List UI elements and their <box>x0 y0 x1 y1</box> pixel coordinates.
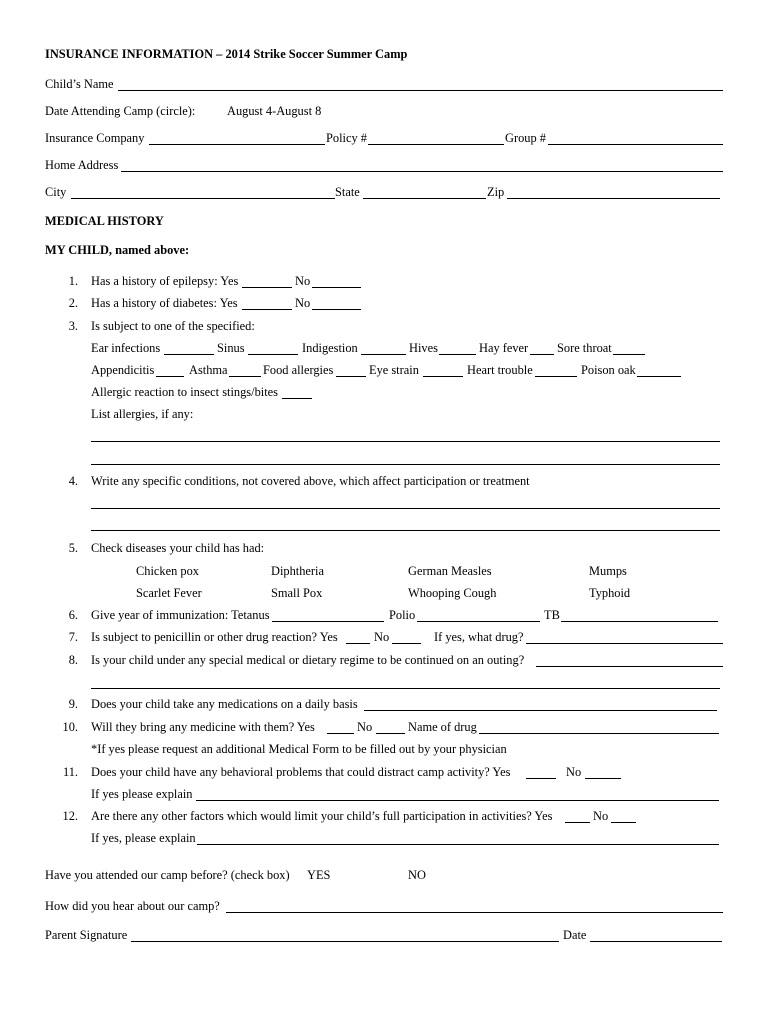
condition-sinus: Sinus <box>217 341 245 355</box>
q10-no-field[interactable] <box>376 733 405 734</box>
attended-no-checkbox[interactable]: NO <box>408 868 426 882</box>
q2-number: 2. <box>68 296 78 310</box>
q6-text: Give year of immunization: Tetanus <box>91 608 270 622</box>
date-option[interactable]: August 4-August 8 <box>227 104 322 118</box>
polio-field[interactable] <box>417 621 540 622</box>
disease-german-measles[interactable]: German Measles <box>408 564 492 578</box>
q7-yes-field[interactable] <box>346 643 370 644</box>
q4-text: Write any specific conditions, not covered above, which affect participation or treatment <box>91 474 530 488</box>
q12-explain-label: If yes, please explain <box>91 831 196 845</box>
child-name-label: Child’s Name <box>45 77 114 91</box>
page-title: INSURANCE INFORMATION – 2014 Strike Soccer Summer Camp <box>45 47 408 61</box>
q8-field[interactable] <box>536 666 723 667</box>
hear-about-field[interactable] <box>226 912 723 913</box>
tetanus-field[interactable] <box>272 621 384 622</box>
q12-no-label: No <box>593 809 609 823</box>
disease-small-pox[interactable]: Small Pox <box>271 586 323 600</box>
disease-scarlet-fever[interactable]: Scarlet Fever <box>136 586 202 600</box>
q12-number: 12. <box>62 809 78 823</box>
q4-number: 4. <box>68 474 78 488</box>
condition-appendicitis: Appendicitis <box>91 363 155 377</box>
attended-yes-checkbox[interactable]: YES <box>307 868 331 882</box>
q1-no-label: No <box>295 274 311 288</box>
state-field[interactable] <box>363 198 486 199</box>
condition-sore-throat: Sore throat <box>557 341 612 355</box>
insect-stings-label: Allergic reaction to insect stings/bites <box>91 385 278 399</box>
heart-trouble-field[interactable] <box>535 376 577 377</box>
q2-no-field[interactable] <box>312 309 361 310</box>
attended-before-label: Have you attended our camp before? (check box) <box>45 868 290 882</box>
disease-whooping-cough[interactable]: Whooping Cough <box>408 586 497 600</box>
condition-indigestion: Indigestion <box>302 341 358 355</box>
q1-text: Has a history of epilepsy: Yes <box>91 274 239 288</box>
q8-text: Is your child under any special medical or dietary regime to be continued on an outing? <box>91 653 525 667</box>
allergies-line-2[interactable] <box>91 464 720 465</box>
q11-no-label: No <box>566 765 582 779</box>
q1-yes-field[interactable] <box>242 287 292 288</box>
q5-text: Check diseases your child has had: <box>91 541 265 555</box>
indigestion-field[interactable] <box>361 354 406 355</box>
state-label: State <box>335 185 360 199</box>
allergies-line-1[interactable] <box>91 441 720 442</box>
q10-yes-field[interactable] <box>327 733 354 734</box>
condition-hives: Hives <box>409 341 438 355</box>
zip-label: Zip <box>487 185 505 199</box>
policy-field[interactable] <box>368 144 504 145</box>
polio-label: Polio <box>389 608 416 622</box>
sore-throat-field[interactable] <box>613 354 645 355</box>
zip-field[interactable] <box>507 198 720 199</box>
q11-explain-field[interactable] <box>196 800 719 801</box>
sinus-field[interactable] <box>248 354 298 355</box>
parent-signature-field[interactable] <box>131 941 559 942</box>
home-address-field[interactable] <box>121 171 723 172</box>
q10-drug-field[interactable] <box>479 733 719 734</box>
q7-drug-label: If yes, what drug? <box>434 630 524 644</box>
insurance-company-label: Insurance Company <box>45 131 145 145</box>
q11-number: 11. <box>62 765 78 779</box>
date-attending-label: Date Attending Camp (circle): <box>45 104 196 118</box>
parent-signature-label: Parent Signature <box>45 928 128 942</box>
condition-asthma: Asthma <box>189 363 228 377</box>
condition-heart-trouble: Heart trouble <box>467 363 533 377</box>
eye-strain-field[interactable] <box>423 376 463 377</box>
q12-no-field[interactable] <box>611 822 636 823</box>
q7-drug-field[interactable] <box>526 643 723 644</box>
q7-number: 7. <box>68 630 78 644</box>
food-allergies-field[interactable] <box>336 376 366 377</box>
q9-number: 9. <box>68 697 78 711</box>
q2-no-label: No <box>295 296 311 310</box>
condition-eye-strain: Eye strain <box>369 363 419 377</box>
q11-text: Does your child have any behavioral problems that could distract camp activity? Yes <box>91 765 511 779</box>
q1-no-field[interactable] <box>312 287 361 288</box>
ear-infections-field[interactable] <box>164 354 214 355</box>
conditions-line-1[interactable] <box>91 508 720 509</box>
group-field[interactable] <box>548 144 723 145</box>
asthma-field[interactable] <box>229 376 261 377</box>
q9-text: Does your child take any medications on a daily basis <box>91 697 358 711</box>
insurance-company-field[interactable] <box>149 144 325 145</box>
hear-about-label: How did you hear about our camp? <box>45 899 220 913</box>
q12-yes-field[interactable] <box>565 822 590 823</box>
q10-no-label: No <box>357 720 373 734</box>
list-allergies-label: List allergies, if any: <box>91 407 194 421</box>
q3-number: 3. <box>68 319 78 333</box>
home-address-label: Home Address <box>45 158 119 172</box>
q10-text: Will they bring any medicine with them? Yes <box>91 720 315 734</box>
hives-field[interactable] <box>439 354 476 355</box>
q11-no-field[interactable] <box>585 778 621 779</box>
date-label: Date <box>563 928 587 942</box>
q2-text: Has a history of diabetes: Yes <box>91 296 238 310</box>
poison-oak-field[interactable] <box>637 376 681 377</box>
q7-no-label: No <box>374 630 390 644</box>
tb-field[interactable] <box>561 621 718 622</box>
q5-number: 5. <box>68 541 78 555</box>
q10-number: 10. <box>62 720 78 734</box>
date-field[interactable] <box>590 941 722 942</box>
q12-explain-field[interactable] <box>197 844 719 845</box>
disease-mumps[interactable]: Mumps <box>589 564 627 578</box>
q8-number: 8. <box>68 653 78 667</box>
q11-explain-label: If yes please explain <box>91 787 193 801</box>
condition-hay-fever: Hay fever <box>479 341 529 355</box>
city-label: City <box>45 185 67 199</box>
my-child-heading: MY CHILD, named above: <box>45 243 190 257</box>
q3-text: Is subject to one of the specified: <box>91 319 255 333</box>
disease-diphtheria[interactable]: Diphtheria <box>271 564 324 578</box>
appendicitis-field[interactable] <box>156 376 184 377</box>
child-name-field[interactable] <box>118 90 723 91</box>
condition-poison-oak: Poison oak <box>581 363 636 377</box>
disease-typhoid[interactable]: Typhoid <box>589 586 631 600</box>
city-field[interactable] <box>71 198 335 199</box>
insect-stings-field[interactable] <box>282 398 312 399</box>
q2-yes-field[interactable] <box>242 309 292 310</box>
q1-number: 1. <box>68 274 78 288</box>
disease-chicken-pox[interactable]: Chicken pox <box>136 564 199 578</box>
q7-text: Is subject to penicillin or other drug reaction? Yes <box>91 630 338 644</box>
q9-field[interactable] <box>364 710 717 711</box>
group-label: Group # <box>505 131 546 145</box>
medical-history-heading: MEDICAL HISTORY <box>45 214 164 228</box>
hay-fever-field[interactable] <box>530 354 554 355</box>
q10-drug-label: Name of drug <box>408 720 477 734</box>
q10-note: *If yes please request an additional Medical Form to be filled out by your physician <box>91 742 507 756</box>
tb-label: TB <box>544 608 560 622</box>
q8-line-2[interactable] <box>91 688 720 689</box>
q11-yes-field[interactable] <box>526 778 556 779</box>
policy-label: Policy # <box>326 131 367 145</box>
condition-food-allergies: Food allergies <box>263 363 334 377</box>
q7-no-field[interactable] <box>392 643 421 644</box>
q6-number: 6. <box>68 608 78 622</box>
q12-text: Are there any other factors which would limit your child’s full participation in activities? Yes <box>91 809 553 823</box>
conditions-line-2[interactable] <box>91 530 720 531</box>
condition-ear-infections: Ear infections <box>91 341 161 355</box>
